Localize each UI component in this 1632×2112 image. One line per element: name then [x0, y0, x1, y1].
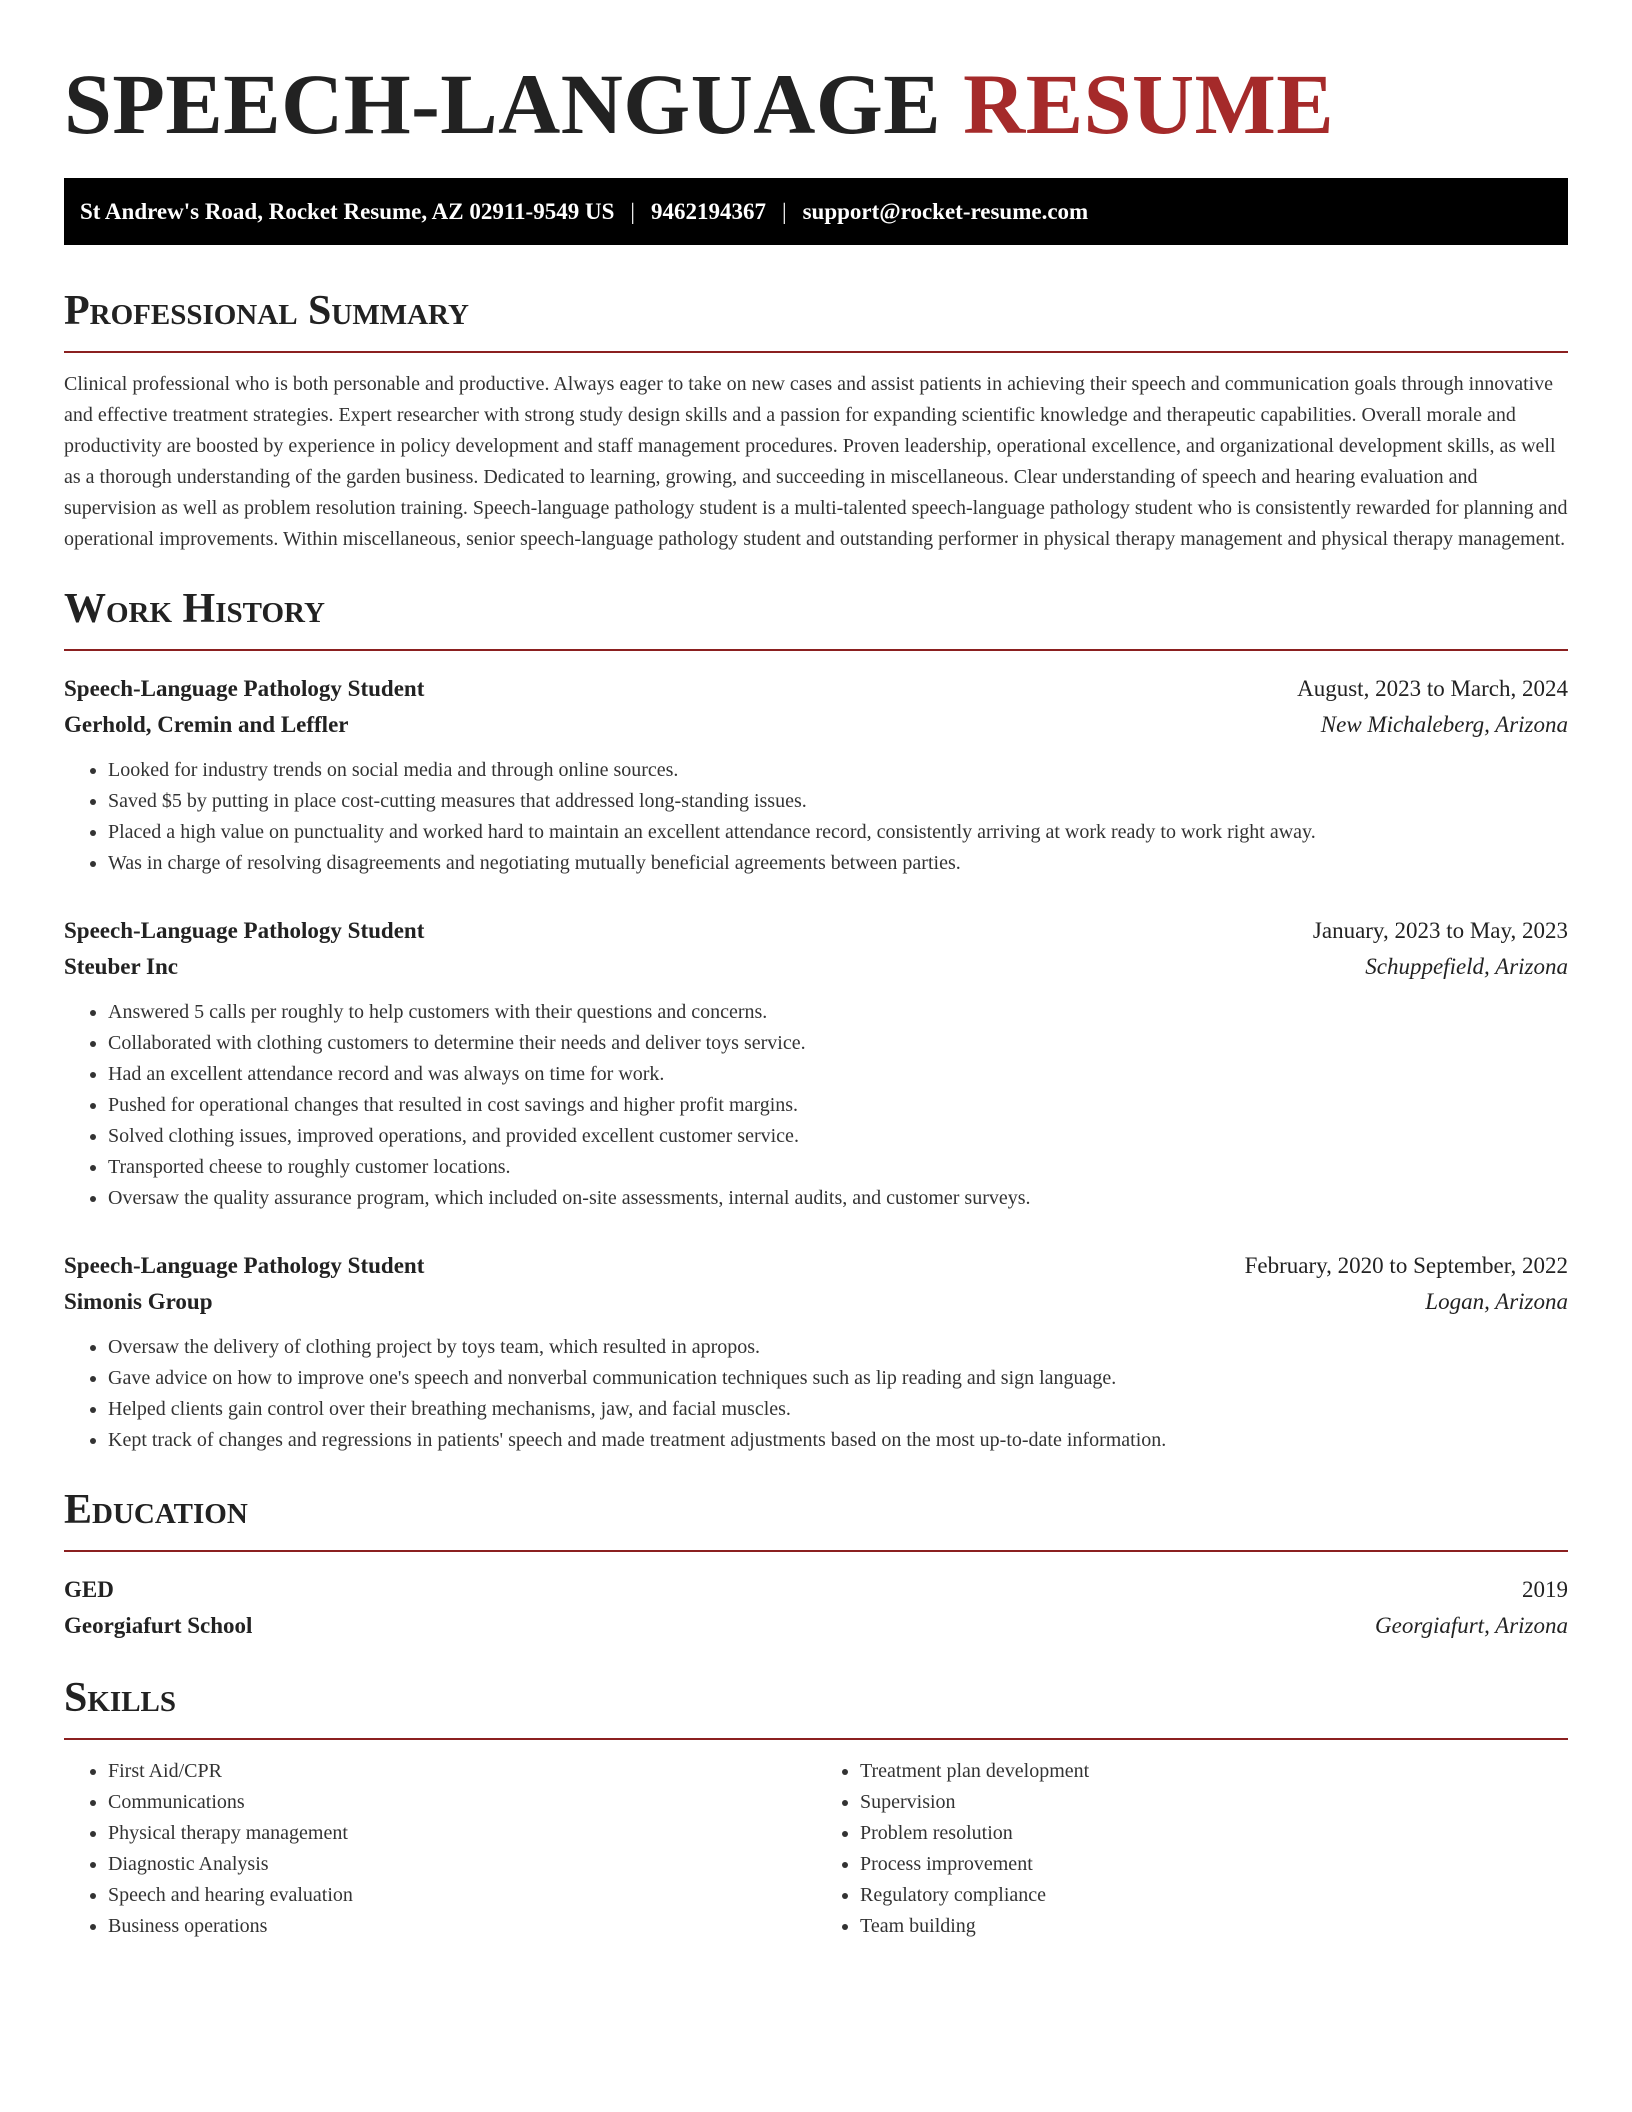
- section-divider: [64, 1550, 1568, 1552]
- skill-item: • Process improvement: [860, 1849, 1568, 1880]
- job-company: Steuber Inc: [64, 954, 178, 979]
- job-role: Speech-Language Pathology Student: [64, 676, 425, 701]
- skill-item: • Speech and hearing evaluation: [108, 1880, 816, 1911]
- job-company-row: [64, 707, 1568, 743]
- education-degree: GED: [64, 1577, 114, 1602]
- job-bullet: • Oversaw the quality assurance program, which included on-site assessments, internal audits, and customer surveys.: [108, 1183, 1568, 1214]
- skill-item: • Physical therapy management: [108, 1818, 816, 1849]
- skill-item: • Regulatory compliance: [860, 1880, 1568, 1911]
- job-dates: January, 2023 to May, 2023: [1312, 918, 1568, 943]
- contact-separator: |: [630, 199, 635, 224]
- job-bullet: • Placed a high value on punctuality and worked hard to maintain an excellent attendance record, consistently arriving at work ready to work right away.: [108, 817, 1568, 848]
- skill-item: • Business operations: [108, 1911, 816, 1942]
- job-bullet: • Pushed for operational changes that resulted in cost savings and higher profit margins.: [108, 1090, 1568, 1121]
- job-dates: February, 2020 to September, 2022: [1244, 1253, 1568, 1278]
- skill-item: • First Aid/CPR: [108, 1756, 816, 1787]
- section-title-skills: Skills: [64, 1675, 177, 1721]
- section-divider: [64, 649, 1568, 651]
- job-bullet: • Kept track of changes and regressions in patients' speech and made treatment adjustments based on the most up-to-date information.: [108, 1425, 1568, 1456]
- job-bullets: [64, 1332, 1568, 1456]
- contact-separator: |: [781, 199, 787, 224]
- job-entry: [64, 913, 1568, 1214]
- job-header-row: [64, 1248, 1568, 1284]
- skills-column-right: [816, 1756, 1568, 1942]
- job-company: Simonis Group: [64, 1289, 213, 1314]
- skill-item: • Supervision: [860, 1787, 1568, 1818]
- job-role: Speech-Language Pathology Student: [64, 1253, 425, 1278]
- section-title-summary: Professional Summary: [64, 288, 469, 334]
- section-divider: [64, 351, 1568, 353]
- title-main: SPEECH-LANGUAGE: [64, 56, 942, 152]
- section-title-work-history: Work History: [64, 586, 325, 632]
- job-location: Logan, Arizona: [1425, 1289, 1568, 1314]
- job-bullet: • Gave advice on how to improve one's speech and nonverbal communication techniques such as lip reading and sign language.: [108, 1363, 1568, 1394]
- job-bullet: • Oversaw the delivery of clothing project by toys team, which resulted in apropos.: [108, 1332, 1568, 1363]
- job-bullets: [64, 997, 1568, 1214]
- job-header-row: [64, 913, 1568, 949]
- education-location: Georgiafurt, Arizona: [1375, 1613, 1568, 1638]
- job-dates: August, 2023 to March, 2024: [1297, 676, 1568, 701]
- job-bullet: • Saved $5 by putting in place cost-cutting measures that addressed long-standing issues.: [108, 786, 1568, 817]
- skill-item: • Communications: [108, 1787, 816, 1818]
- job-entry: [64, 1248, 1568, 1456]
- contact-address: St Andrew's Road, Rocket Resume, AZ 02911-9549 US: [80, 199, 615, 224]
- job-bullet: • Was in charge of resolving disagreements and negotiating mutually beneficial agreements between parties.: [108, 848, 1568, 879]
- contact-email: support@rocket-resume.com: [802, 199, 1089, 224]
- job-location: New Michaleberg, Arizona: [1320, 712, 1568, 737]
- job-bullet: • Solved clothing issues, improved operations, and provided excellent customer service.: [108, 1121, 1568, 1152]
- contact-bar: [64, 178, 1568, 245]
- section-divider: [64, 1738, 1568, 1740]
- job-company: Gerhold, Cremin and Leffler: [64, 712, 349, 737]
- job-company-row: [64, 1284, 1568, 1320]
- education-entry: [64, 1572, 1568, 1644]
- skills-grid: [64, 1756, 1568, 1942]
- summary-text: Clinical professional who is both personable and productive. Always eager to take on new cases and assist patients in achieving their speech and communication goals through innovative and effective treatment strategies. Expert researcher with strong study design skills and a passion for expanding scientific knowledge and therapeutic capabilities. Overall morale and productivity are boosted by experience in policy development and staff management procedures. Proven leadership, operational excellence, and organizational development skills, as well as a thorough understanding of the garden business. Dedicated to learning, growing, and succeeding in miscellaneous. Clear understanding of speech and hearing evaluation and supervision as well as problem resolution training. Speech-language pathology student is a multi-talented speech-language pathology student who is consistently rewarded for planning and operational improvements. Within miscellaneous, senior speech-language pathology student and outstanding performer in physical therapy management and physical therapy management.: [64, 373, 1568, 550]
- skills-column-left: [64, 1756, 816, 1942]
- education-year: 2019: [1522, 1577, 1568, 1602]
- skill-item: • Problem resolution: [860, 1818, 1568, 1849]
- job-location: Schuppefield, Arizona: [1365, 954, 1568, 979]
- job-bullet: • Collaborated with clothing customers to determine their needs and deliver toys service.: [108, 1028, 1568, 1059]
- section-title-education: Education: [64, 1487, 248, 1533]
- job-company-row: [64, 949, 1568, 985]
- education-school-row: [64, 1608, 1568, 1644]
- skill-item: • Diagnostic Analysis: [108, 1849, 816, 1880]
- skill-item: • Treatment plan development: [860, 1756, 1568, 1787]
- job-bullet: • Helped clients gain control over their breathing mechanisms, jaw, and facial muscles.: [108, 1394, 1568, 1425]
- job-bullet: • Had an excellent attendance record and was always on time for work.: [108, 1059, 1568, 1090]
- job-bullets: [64, 755, 1568, 879]
- job-role: Speech-Language Pathology Student: [64, 918, 425, 943]
- education-degree-row: [64, 1572, 1568, 1608]
- resume-title: [64, 56, 1568, 152]
- skill-item: • Team building: [860, 1911, 1568, 1942]
- contact-phone: 9462194367: [650, 199, 766, 224]
- job-bullet: • Answered 5 calls per roughly to help customers with their questions and concerns.: [108, 997, 1568, 1028]
- education-school: Georgiafurt School: [64, 1613, 253, 1638]
- job-header-row: [64, 671, 1568, 707]
- job-bullet: • Looked for industry trends on social media and through online sources.: [108, 755, 1568, 786]
- job-bullet: • Transported cheese to roughly customer locations.: [108, 1152, 1568, 1183]
- job-entry: [64, 671, 1568, 879]
- title-accent: RESUME: [963, 56, 1335, 152]
